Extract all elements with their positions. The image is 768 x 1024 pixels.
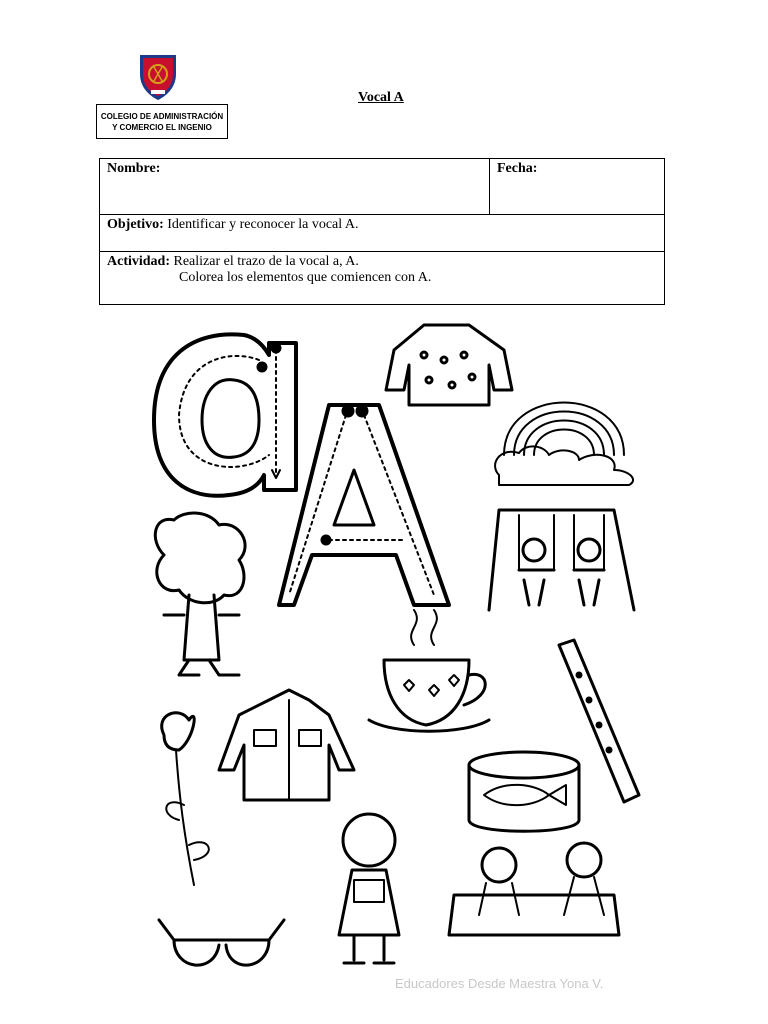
nombre-label: Nombre: bbox=[107, 161, 161, 176]
objetivo-label: Objetivo: bbox=[107, 217, 164, 232]
school-name-line1: COLEGIO DE ADMINISTRACIÓN bbox=[100, 111, 224, 121]
actividad-line2: Colorea los elementos que comiencen con A. bbox=[179, 270, 432, 285]
sweater-icon bbox=[386, 325, 512, 405]
fecha-label: Fecha: bbox=[497, 161, 538, 176]
fecha-cell[interactable] bbox=[490, 159, 665, 215]
cup-icon bbox=[369, 610, 489, 731]
actividad-cell bbox=[100, 252, 665, 305]
school-name-box bbox=[96, 104, 228, 139]
rainbow-icon bbox=[495, 403, 633, 486]
tree-icon bbox=[155, 513, 245, 675]
school-name-line2: Y COMERCIO EL INGENIO bbox=[112, 122, 212, 132]
info-table bbox=[99, 158, 665, 305]
objetivo-cell bbox=[100, 215, 665, 252]
rose-icon bbox=[162, 713, 209, 885]
tuna-can-icon bbox=[469, 752, 579, 831]
jacket-icon bbox=[219, 690, 354, 800]
table-row bbox=[100, 159, 665, 215]
flute-icon bbox=[559, 640, 639, 802]
coloring-artwork bbox=[134, 315, 654, 985]
table-row bbox=[100, 215, 665, 252]
page-title: Vocal A bbox=[358, 90, 404, 105]
actividad-line1: Realizar el trazo de la vocal a, A. bbox=[173, 254, 359, 269]
girl-reading-icon bbox=[339, 814, 399, 963]
nombre-cell[interactable] bbox=[100, 159, 490, 215]
objetivo-text: Identificar y reconocer la vocal A. bbox=[167, 217, 359, 232]
sandbox-icon bbox=[449, 843, 619, 935]
glasses-icon bbox=[159, 920, 284, 965]
swings-icon bbox=[489, 510, 634, 610]
table-row bbox=[100, 252, 665, 305]
school-crest-icon bbox=[136, 52, 180, 102]
letter-a-uppercase-icon bbox=[279, 405, 449, 605]
letter-a-lowercase-icon bbox=[154, 334, 296, 495]
actividad-label: Actividad: bbox=[107, 254, 170, 269]
footer-credit: Educadores Desde Maestra Yona V. bbox=[395, 976, 604, 991]
